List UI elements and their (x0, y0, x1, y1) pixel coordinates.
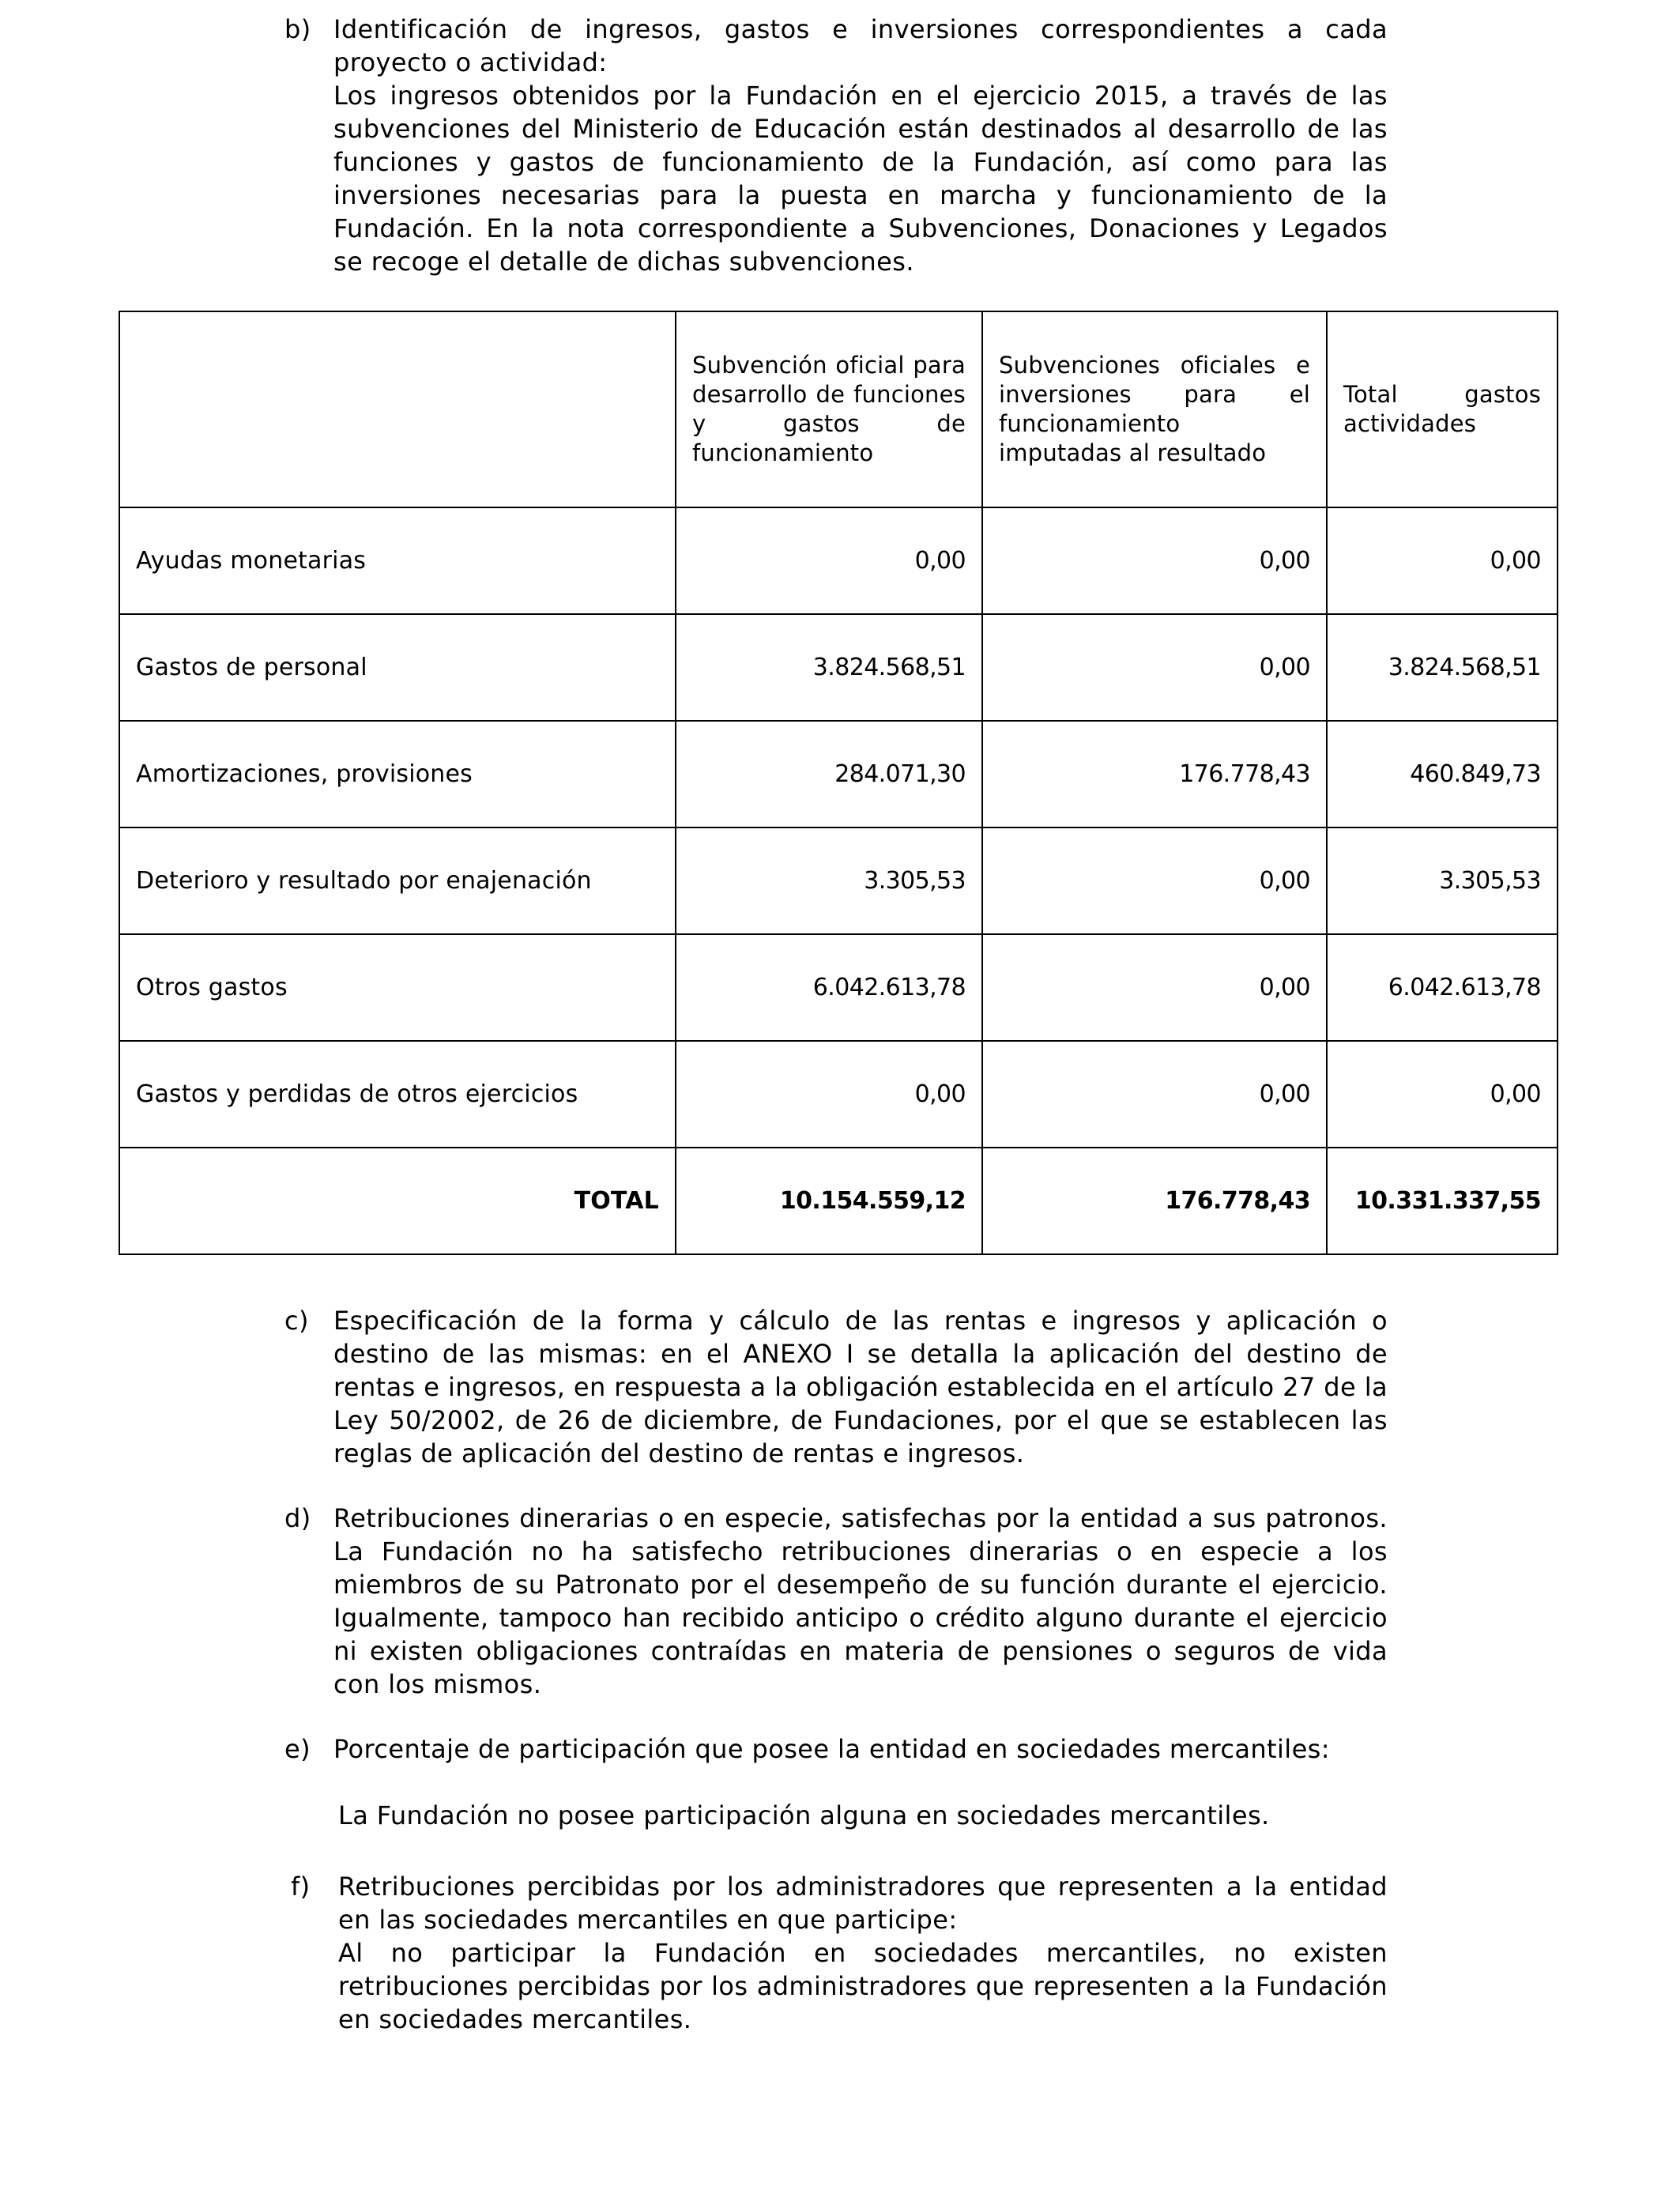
row-label: Deterioro y resultado por enajenación (119, 827, 676, 934)
table-row (119, 721, 1558, 827)
section-e-body: La Fundación no posee participación alguna en sociedades mercantiles. (338, 1800, 1270, 1830)
row-value-col1: 0,00 (676, 507, 982, 614)
table-row (119, 1041, 1558, 1148)
table-row (119, 614, 1558, 721)
row-label: Amortizaciones, provisiones (119, 721, 676, 827)
section-e-marker: e) (284, 1734, 311, 1764)
row-label: Gastos y perdidas de otros ejercicios (119, 1041, 676, 1148)
section-e-lead: Porcentaje de participación que posee la entidad en sociedades mercantiles: (333, 1734, 1330, 1764)
section-f-body: Al no participar la Fundación en sociedades mercantiles, no existen retribuciones percibidas por los administradores que representen a la Fundación en sociedades mercantiles. (338, 1938, 1388, 2034)
row-value-col2: 0,00 (982, 934, 1327, 1041)
section-e (284, 1732, 1388, 1832)
section-c (284, 1304, 1388, 1470)
section-b-lead: Identificación de ingresos, gastos e inversiones correspondientes a cada proyecto o actividad: (333, 14, 1388, 77)
section-c-item (284, 1304, 1388, 1470)
row-value-col2: 0,00 (982, 827, 1327, 934)
section-f-item (284, 1870, 1388, 2036)
section-d-marker: d) (284, 1503, 311, 1533)
section-b (284, 13, 1388, 278)
table-row (119, 934, 1558, 1041)
row-value-col2: 0,00 (982, 507, 1327, 614)
row-value-col1: 3.305,53 (676, 827, 982, 934)
section-f-lead: Retribuciones percibidas por los administradores que representen a la entidad en las sociedades mercantiles en que participe: (338, 1872, 1388, 1935)
section-d-text: Retribuciones dinerarias o en especie, satisfechas por la entidad a sus patronos. La Fundación no ha satisfecho retribuciones dinerarias o en especie a los miembros de su Patronato por el desempeño de su función durante el ejercicio. Igualmente, tampoco han recibido anticipo o crédito alguno durante el ejercicio ni existen obligaciones contraídas en materia de pensiones o seguros de vida con los mismos. (333, 1503, 1388, 1699)
row-value-col3: 6.042.613,78 (1327, 934, 1558, 1041)
row-value-col1: 3.824.568,51 (676, 614, 982, 721)
row-value-col3: 460.849,73 (1327, 721, 1558, 827)
row-value-col3: 0,00 (1327, 1041, 1558, 1148)
section-d-item (284, 1502, 1388, 1701)
row-label: Ayudas monetarias (119, 507, 676, 614)
section-c-marker: c) (284, 1306, 309, 1336)
section-b-body: Los ingresos obtenidos por la Fundación en el ejercicio 2015, a través de las subvenciones del Ministerio de Educación están destinados al desarrollo de las funciones y gastos de funcionamiento de la Fundación, así como para las inversiones necesarias para la puesta en marcha y funcionamiento de la Fundación. En la nota correspondiente a Subvenciones, Donaciones y Legados se recoge el detalle de dichas subvenciones. (333, 81, 1388, 277)
row-value-col1: 0,00 (676, 1041, 982, 1148)
row-value-col3: 3.305,53 (1327, 827, 1558, 934)
row-value-col3: 0,00 (1327, 507, 1558, 614)
row-value-col1: 6.042.613,78 (676, 934, 982, 1041)
row-label: Gastos de personal (119, 614, 676, 721)
section-b-item (284, 13, 1388, 278)
total-value-col3: 10.331.337,55 (1327, 1148, 1558, 1254)
section-f-marker: f) (291, 1872, 311, 1902)
row-value-col2: 176.778,43 (982, 721, 1327, 827)
section-f (284, 1870, 1388, 2036)
table-row (119, 507, 1558, 614)
total-value-col2: 176.778,43 (982, 1148, 1327, 1254)
total-value-col1: 10.154.559,12 (676, 1148, 982, 1254)
row-label: Otros gastos (119, 934, 676, 1041)
section-c-text: Especificación de la forma y cálculo de las rentas e ingresos y aplicación o destino de las mismas: en el ANEXO I se detalla la aplicación del destino de rentas e ingresos, en respuesta a la obligación establecida en el artículo 27 de la Ley 50/2002, de 26 de diciembre, de Fundaciones, por el que se establecen las reglas de aplicación del destino de rentas e ingresos. (333, 1306, 1388, 1468)
expenses-table (119, 311, 1558, 1255)
table-row (119, 827, 1558, 934)
row-value-col3: 3.824.568,51 (1327, 614, 1558, 721)
total-label: TOTAL (119, 1148, 676, 1254)
header-col3: Total gastos actividades (1327, 311, 1558, 507)
row-value-col2: 0,00 (982, 1041, 1327, 1148)
table-total-row (119, 1148, 1558, 1254)
section-d (284, 1502, 1388, 1701)
header-col1: Subvención oficial para desarrollo de funciones y gastos de funcionamiento (676, 311, 982, 507)
header-empty-cell (119, 311, 676, 507)
section-e-item (284, 1732, 1388, 1832)
header-col2: Subvenciones oficiales e inversiones para el funcionamiento imputadas al resultado (982, 311, 1327, 507)
row-value-col2: 0,00 (982, 614, 1327, 721)
section-b-marker: b) (284, 14, 311, 44)
row-value-col1: 284.071,30 (676, 721, 982, 827)
table-header-row (119, 311, 1558, 507)
